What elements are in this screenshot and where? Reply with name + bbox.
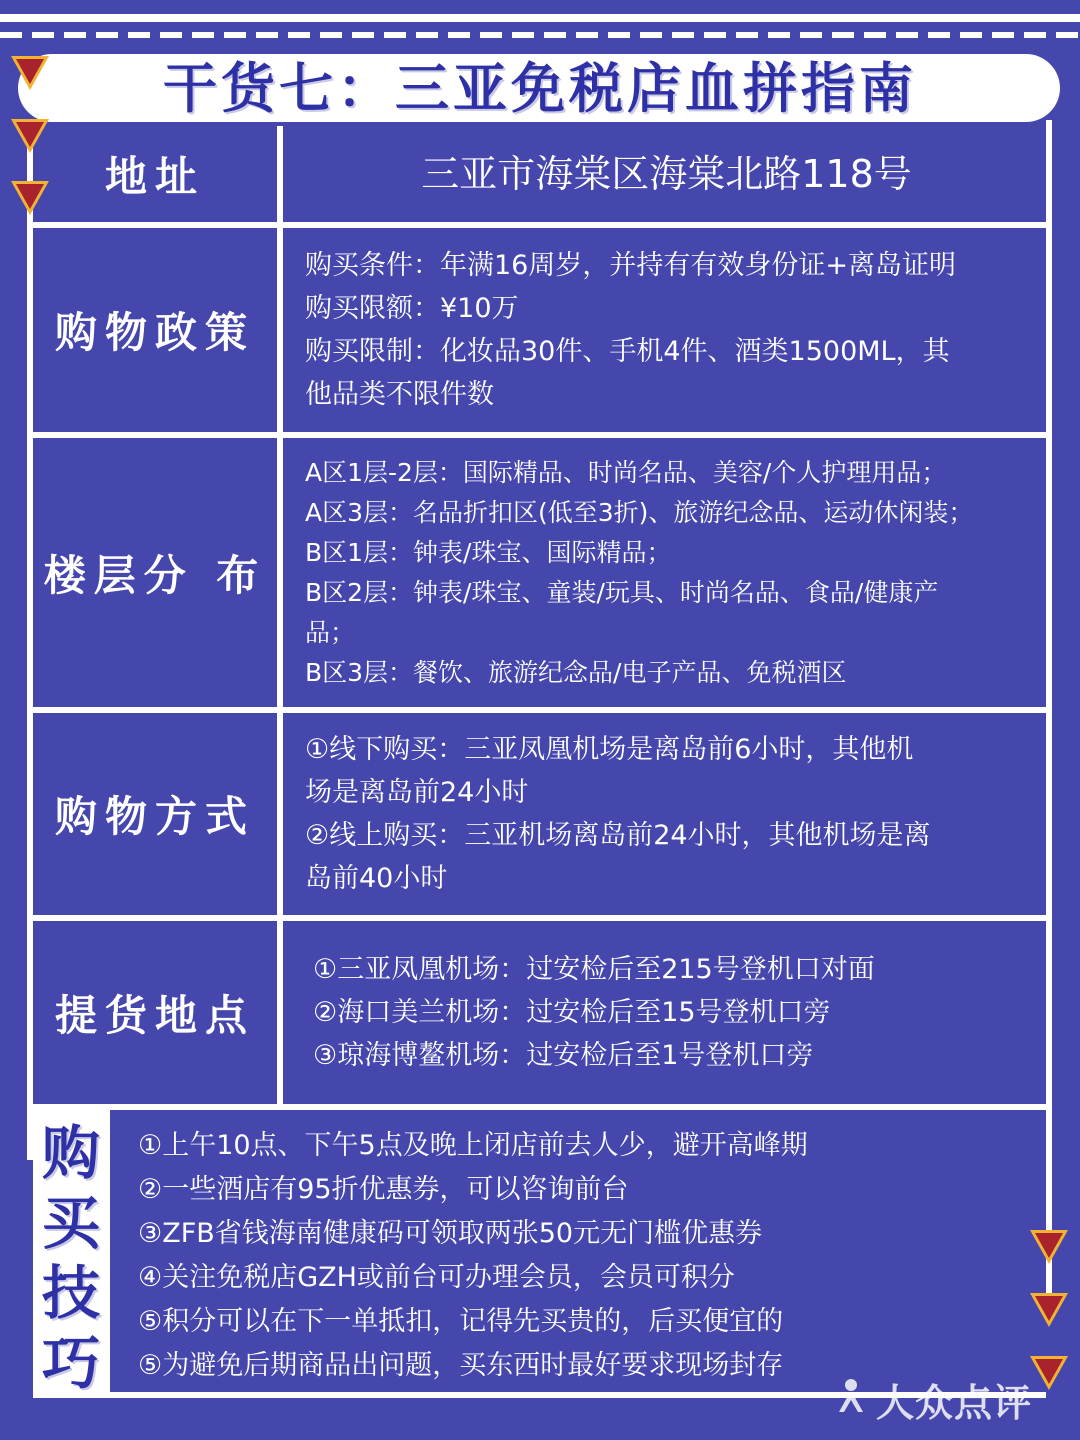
row-label-pickup: 提货地点 — [33, 921, 277, 1104]
row-shopping-method — [33, 713, 1046, 915]
triangle-marker-icon — [11, 181, 49, 215]
pickup-cell — [283, 921, 1046, 1104]
dashed-divider — [0, 32, 1080, 38]
row-label-policy: 购物政策 — [33, 228, 277, 432]
triangle-marker-icon — [11, 56, 49, 90]
row-shopping-policy — [33, 228, 1046, 432]
triangle-marker-icon — [11, 119, 49, 153]
tips-label — [36, 1118, 106, 1398]
tips-label-char: 技 — [41, 1259, 100, 1327]
tip-item: ②一些酒店有95折优惠券，可以咨询前台 — [138, 1174, 629, 1205]
watermark-text: 大众点评 — [876, 1381, 1033, 1425]
triangle-marker-icon — [1030, 1230, 1068, 1264]
row-address — [33, 126, 1046, 222]
row-pickup-location — [33, 921, 1046, 1104]
row-label-address: 地址 — [33, 126, 277, 222]
policy-line: 购买限额：¥10万 — [305, 293, 519, 324]
pickup-line: ②海口美兰机场：过安检后至15号登机口旁 — [313, 997, 831, 1028]
floor-line: 品； — [305, 617, 356, 647]
policy-line: 他品类不限件数 — [305, 379, 494, 410]
row-label-method: 购物方式 — [33, 713, 277, 915]
floors-cell — [283, 438, 1046, 707]
row-label-floors: 楼层分 布 — [33, 438, 277, 707]
floor-line: A区3层：名品折扣区(低至3折)、旅游纪念品、运动休闲装； — [305, 497, 974, 527]
frame-right-line — [1046, 120, 1052, 1310]
pickup-line: ①三亚凤凰机场：过安检后至215号登机口对面 — [313, 954, 875, 985]
floor-line: B区3层：餐饮、旅游纪念品/电子产品、免税酒区 — [305, 657, 847, 687]
tip-item: ⑤积分可以在下一单抵扣，记得先买贵的，后买便宜的 — [138, 1306, 784, 1337]
method-cell — [283, 713, 1046, 915]
policy-cell — [283, 228, 1046, 432]
page-title: 干货七：三亚免税店血拼指南 — [163, 57, 917, 120]
dianping-logo-icon — [836, 1378, 866, 1414]
floor-line: A区1层-2层：国际精品、时尚名品、美容/个人护理用品； — [305, 457, 947, 487]
tip-item: ④关注免税店GZH或前台可办理会员，会员可积分 — [138, 1262, 735, 1293]
tip-item: ①上午10点、下午5点及晚上闭店前去人少，避开高峰期 — [138, 1130, 808, 1161]
address-value: 三亚市海棠区海棠北路118号 — [421, 152, 912, 196]
floor-line: B区1层：钟表/珠宝、国际精品； — [305, 537, 672, 567]
tips-label-char: 购 — [41, 1119, 100, 1187]
row-floor-layout — [33, 438, 1046, 707]
tip-item: ⑤为避免后期商品出问题，买东西时最好要求现场封存 — [138, 1350, 784, 1381]
method-line: ①线下购买：三亚凤凰机场是离岛前6小时，其他机 — [305, 734, 914, 765]
tip-item: ③ZFB省钱海南健康码可领取两张50元无门槛优惠券 — [138, 1218, 763, 1249]
method-line: ②线上购买：三亚机场离岛前24小时，其他机场是离 — [305, 820, 931, 851]
policy-line: 购买条件：年满16周岁，并持有有效身份证+离岛证明 — [305, 250, 956, 281]
triangle-marker-icon — [1030, 1356, 1068, 1390]
method-line: 岛前40小时 — [305, 863, 448, 894]
tips-label-char: 巧 — [41, 1329, 100, 1397]
method-line: 场是离岛前24小时 — [305, 777, 529, 808]
policy-line: 购买限制：化妆品30件、手机4件、酒类1500ML，其 — [305, 336, 950, 367]
address-cell — [283, 126, 1046, 222]
triangle-marker-icon — [1030, 1293, 1068, 1327]
floor-line: B区2层：钟表/珠宝、童装/玩具、时尚名品、食品/健康产 — [305, 577, 939, 607]
tips-label-char: 买 — [41, 1189, 100, 1257]
pickup-line: ③琼海博鳌机场：过安检后至1号登机口旁 — [313, 1040, 814, 1071]
tips-list — [110, 1110, 1046, 1398]
top-border-line — [0, 14, 1080, 22]
